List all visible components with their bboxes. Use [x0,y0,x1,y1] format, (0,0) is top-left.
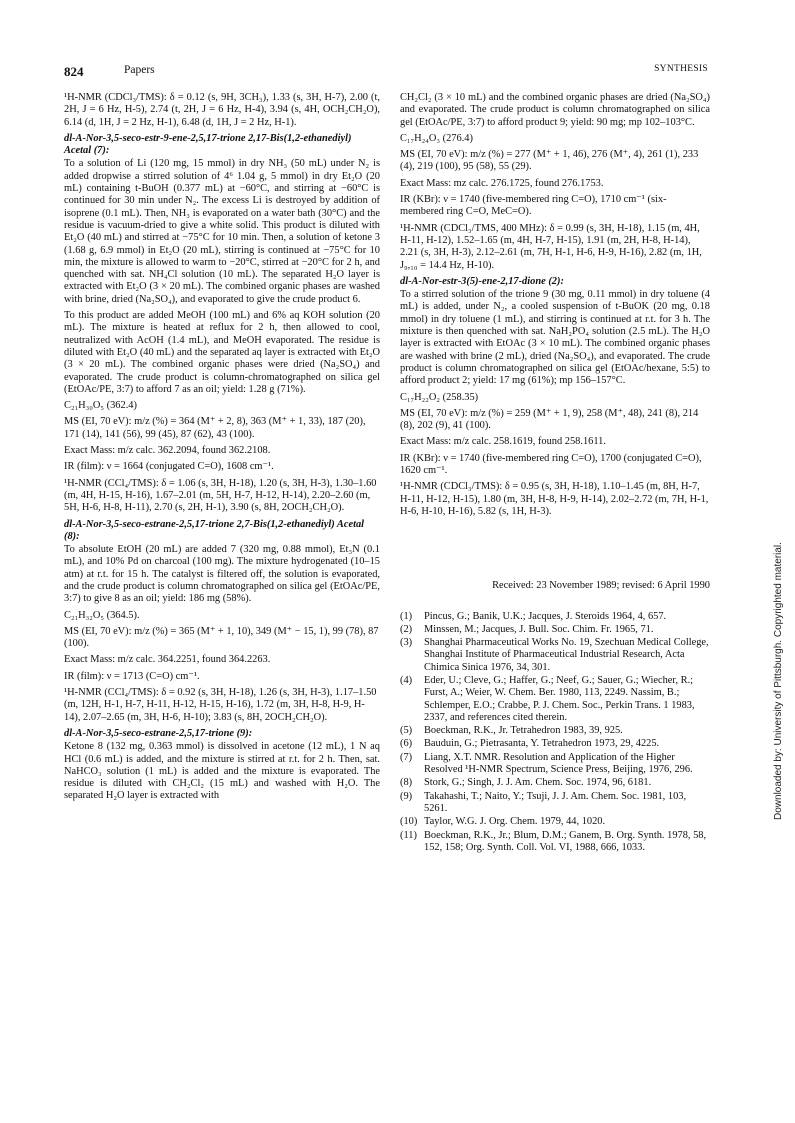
reference-text: Boeckman, R.K., Jr.; Blum, D.M.; Ganem, B. Org. Synth. 1978, 58, 152, 158; Org. Synth. Coll. Vol. VI, 1988, 666, 1033. [424,829,707,853]
data-line: Exact Mass: m/z calc. 258.1619, found 258.1611. [400,436,606,448]
data-line: C₁₇H₂₄O₃ (276.4) [400,132,473,144]
data-line: Exact Mass: m/z calc. 364.2251, found 364.2263. [64,654,271,666]
reference-text: Taylor, W.G. J. Org. Chem. 1979, 44, 1020. [424,816,606,828]
reference-text: Minssen, M.; Jacques, J. Bull. Soc. Chim. Fr. 1965, 71. [424,623,654,635]
reference-text: Takahashi, T.; Naito, Y.; Tsuji, J. J. Am. Chem. Soc. 1981, 103, 5261. [424,790,687,814]
received-date: Received: 23 November 1989; revised: 6 April 1990 [492,580,710,592]
reference-item [400,752,710,777]
paragraph: ¹H-NMR (CDCl₃/TMS): δ = 0.12 (s, 9H, 3CH₃), 1.33 (s, 3H, H-7), 2.00 (t, 2H, J = 6 Hz, H-5), 2.74 (t, 2H, J = 6 Hz, H-4), 3.94 (s, 4H, OCH₂CH₂O), 6.14 (d, 1H, J = 2 Hz, H-1), 6.48 (d, 1H, J = 2 Hz, H-1). [64,92,380,128]
paragraph: CH₂Cl₂ (3 × 10 mL) and the combined organic phases are dried (Na₂SO₄) and evaporated. The crude product is column chromatographed on silica gel (EtOAc/PE, 3:7) to afford product 9; yield: 90 mg; mp 102–103°C. [400,92,710,128]
paragraph: To this product are added MeOH (100 mL) and 6% aq KOH solution (20 mL). The mixture is heated at reflux for 2 h, then allowed to cool, neutralized with AcOH (1.4 mL), and MeOH evaporated. The residue is diluted with Et₂O (40 mL) and the separated aq layer is extracted with Et₂O (3 × 20 mL). The combined organic phases were dried (Na₂SO₄) and evaporated. The crude product is column-chromatographed on silica gel (EtOAc/PE, 3:7) to afford 7 as an oil; yield: 1.28 g (71%). [64,310,380,395]
reference-text: Eder, U.; Cleve, G.; Haffer, G.; Neef, G.; Sauer, G.; Wiecher, R.; Furst, A.; Weier, W. Chem. Ber. 1980, 113, 2249. Nassim, B.; Schlemper, E.O.; Crabbe, P. J. Chem. Soc., Perkin Trans. 1 1983, 2337, and references cited therein. [424,674,695,723]
paragraph: Ketone 8 (132 mg, 0.363 mmol) is dissolved in acetone (12 mL), 1 N aq HCl (0.6 mL) is added, and the mixture is stirred at r.t. for 2 h. Then, sat. NaHCO₃ solution (1 mL) is added and the mixture is evaporated. The residue is diluted with CH₂Cl₂ (15 mL) and washed with H₂O. The separated H₂O layer is extracted with [64,741,380,802]
left-column [64,92,380,807]
data-line: MS (EI, 70 eV): m/z (%) = 365 (M⁺ + 1, 10), 349 (M⁺ − 15, 1), 99 (78), 87 (100). [64,625,379,650]
reference-number: (3) [400,637,413,649]
reference-item [400,675,710,724]
data-line: IR (KBr): ν = 1740 (five-membered ring C=O), 1710 cm⁻¹ (six-membered ring C=O, MeC=O). [400,194,667,218]
data-line: ¹H-NMR (CCl₄/TMS): δ = 0.92 (s, 3H, H-18), 1.26 (s, 3H, H-3), 1.17–1.50 (m, 12H, H-1, H-7, H-11, H-12, H-15, H-16), 1.72 (m, 3H, H-8, H-9, H-14), 2.07–2.65 (m, 3H, H-6, H-10); 3.83 (s, 8H, 2OCH₂CH₂O). [64,687,377,723]
data-line: MS (EI, 70 eV): m/z (%) = 364 (M⁺ + 2, 8), 363 (M⁺ + 1, 33), 187 (20), 171 (14), 141 (56), 99 (45), 87 (62), 43 (100). [64,416,366,440]
data-line: IR (film): ν = 1713 (C=O) cm⁻¹. [64,670,200,682]
reference-number: (7) [400,751,413,763]
paragraph: To a stirred solution of the trione 9 (30 mg, 0.11 mmol) in dry toluene (4 mL) is added, under N₂, a cooled suspension of t-BuOK (20 mg, 0.18 mmol) in dry toluene (1 mL), and stirring is continued at r.t. for 3 h. The mixture is then quenched with sat. NaH₂PO₄ solution (2.5 mL). The H₂O layer is extracted with EtOAc (3 × 10 mL). The combined organic phases are washed with brine (2 mL), dried (Na₂SO₄), and evaporated. The crude product is column chromatographed on silica gel (EtOAc/hexane, 5:5) to afford product 2; yield: 17 mg (61%); mp 156–157°C. [400,289,710,387]
data-line: C₂₁H₃₀O₅ (362.4) [64,400,137,412]
data-line: IR (film): ν = 1664 (conjugated C=O), 1608 cm⁻¹. [64,461,274,473]
reference-item [400,637,710,674]
reference-number: (4) [400,674,413,686]
page-number: 824 [64,64,84,79]
journal-name: SYNTHESIS [654,64,708,74]
reference-text: Shanghai Pharmaceutical Works No. 19, Szechuan Medical College, Shanghai Institute of Pharmaceutical Industrial Research, Acta Chimica Sinica 1976, 34, 301. [424,637,709,673]
data-line: C₁₇H₂₂O₂ (258.35) [400,391,479,403]
reference-number: (5) [400,725,413,737]
download-notice [770,300,788,820]
reference-text: Stork, G.; Singh, J. J. Am. Chem. Soc. 1974, 96, 6181. [424,777,652,789]
reference-text: Bauduin, G.; Pietrasanta, Y. Tetrahedron 1973, 29, 4225. [424,738,660,750]
reference-text: Boeckman, R.K., Jr. Tetrahedron 1983, 39, 925. [424,725,623,737]
download-notice-text: Downloaded by: University of Pittsburgh. Copyrighted material. [773,542,784,820]
section-label: Papers [124,64,155,76]
data-line: MS (EI, 70 eV): m/z (%) = 259 (M⁺ + 1, 9), 258 (M⁺, 48), 241 (8), 214 (8), 202 (9), 41 (100). [400,407,699,432]
right-column [400,92,710,855]
reference-item [400,777,710,789]
reference-item [400,611,710,623]
reference-item [400,816,710,828]
page-header [64,64,708,82]
paragraph: To a solution of Li (120 mg, 15 mmol) in dry NH₃ (50 mL) under N₂ is added dropwise a stirred solution of 4⁶ 1.04 g, 5 mmol) in dry Et₂O (20 mL) containing t-BuOH (0.377 mL) at −60°C, and stirring at −60°C is continued for 30 min under N₂. The excess Li is destroyed by addition of isoprene (0.1 mL). Then, NH₃ is evaporated on a water bath (30°C) and the residue is vacuum-dried to give a white solid. This product is diluted with Et₂O (40 mL) and stirred at −75°C for 10 min. Then, a solution of ketone 3 (1.68 g, 6.9 mmol) in Et₂O (20 mL), stirring is continued at −75°C for 10 min, the mixture is allowed to warm to −20°C, stirred at −20°C for 2 h, and quenched with sat. NH₄Cl solution (10 mL). The separated H₂O layer is extracted with Et₂O (3 × 20 mL). The combined organic phases are washed with brine, dried (Na₂SO₄), and evaporated to give the crude product 6. [64,158,380,305]
paragraph: To absolute EtOH (20 mL) are added 7 (320 mg, 0.88 mmol), Et₃N (0.1 mL), and 10% Pd on charcoal (100 mg). The mixture hydrogenated (10–15 atm) at r.t. for 15 h. The catalyst is filtered off, the solution is evaporated, and the crude product is column chromatographed on silica gel (EtOAc/PE, 3:7) to give 8 as an oil; yield: 186 mg (58%). [64,544,380,605]
reference-number: (8) [400,777,413,789]
data-line: ¹H-NMR (CCl₄/TMS): δ = 1.06 (s, 3H, H-18), 1.20 (s, 3H, H-3), 1.30–1.60 (m, 4H, H-15, H-16), 1.67–2.01 (m, 5H, H-7, H-12, H-14), 2.20–2.60 (m, 5H, H-6, H-8, H-11), 2.70 (s, 2H, H-1), 3.90 (s, 8H, 2OCH₂CH₂O). [64,477,377,514]
data-line: ¹H-NMR (CDCl₃/TMS, 400 MHz): δ = 0.99 (s, 3H, H-18), 1.15 (m, 4H, H-11, H-12), 1.52–1.65 (m, 4H, H-7, H-15), 1.91 (m, 2H, H-8, H-14), 2.21 (s, 3H, H-3), 2.12–2.61 (m, 7H, H-1, H-6, H-9, H-16), 2.82 (m, 1H, J₉,₁₀ = 14.4 Hz, H-10). [400,222,702,271]
reference-item [400,791,710,816]
references-list [400,611,710,855]
reference-number: (9) [400,790,413,802]
section-heading: dl-A-Nor-estr-3(5)-ene-2,17-dione (2): [400,275,564,287]
section-heading: dl-A-Nor-3,5-seco-estr-9-ene-2,5,17-trione 2,17-Bis(1,2-ethanediyl) Acetal (7): [64,132,352,157]
reference-item [400,738,710,750]
reference-item [400,624,710,636]
reference-number: (6) [400,738,413,750]
reference-number: (11) [400,829,417,841]
reference-item [400,830,710,855]
reference-text: Liang, X.T. NMR. Resolution and Application of the Higher Resolved ¹H-NMR Spectrum, Science Press, Beijing, 1976, 296. [424,751,693,776]
reference-number: (1) [400,610,413,622]
data-line: Exact Mass: mz calc. 276.1725, found 276.1753. [400,177,604,189]
data-line: IR (KBr): ν = 1740 (five-membered ring C=O), 1700 (conjugated C=O), 1620 cm⁻¹. [400,452,702,477]
right-column-body [400,92,710,518]
reference-text: Pincus, G.; Banik, U.K.; Jacques, J. Steroids 1964, 4, 657. [424,610,667,622]
reference-number: (2) [400,623,413,635]
reference-number: (10) [400,816,418,828]
data-line: ¹H-NMR (CDCl₃/TMS): δ = 0.95 (s, 3H, H-18), 1.10–1.45 (m, 8H, H-7, H-11, H-12, H-15), 1.80 (m, 3H, H-8, H-9, H-14), 2.02–2.72 (m, 7H, H-1, H-6, H-10, H-16), 5.82 (s, 1H, H-3). [400,481,709,517]
data-line: Exact Mass: m/z calc. 362.2094, found 362.2108. [64,445,271,457]
data-line: C₂₁H₃₂O₅ (364.5). [64,609,140,621]
section-heading: dl-A-Nor-3,5-seco-estrane-2,5,17-trione 2,7-Bis(1,2-ethanediyl) Acetal (8): [64,518,365,542]
reference-item [400,725,710,737]
data-line: MS (EI, 70 eV): m/z (%) = 277 (M⁺ + 1, 46), 276 (M⁺, 4), 261 (1), 233 (4), 219 (100), 95 (58), 55 (29). [400,149,699,173]
section-heading: dl-A-Nor-3,5-seco-estrane-2,5,17-trione (9): [64,727,253,739]
